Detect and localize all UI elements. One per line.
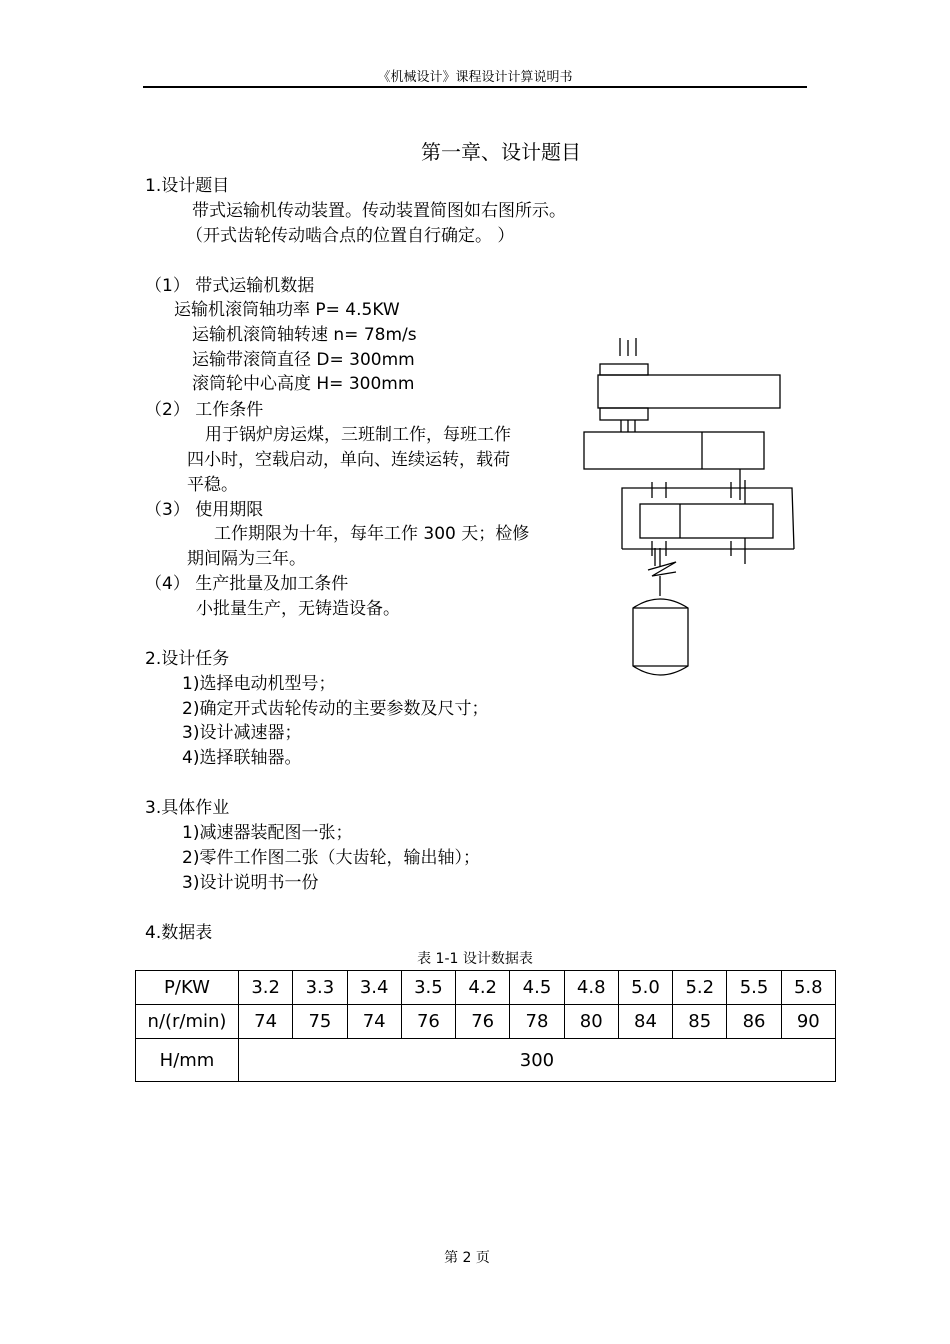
power-cell: 3.5 — [401, 971, 455, 1005]
sub-2-line-2: 四小时，空载启动，单向、连续运转，载荷 — [187, 450, 510, 470]
power-cell: 4.2 — [456, 971, 510, 1005]
row-label: n/(r/min) — [136, 1005, 239, 1039]
task-item: 4)选择联轴器。 — [182, 748, 302, 768]
work-item: 2)零件工作图二张（大齿轮，输出轴）； — [182, 848, 480, 868]
power-cell: 3.4 — [347, 971, 401, 1005]
transmission-diagram — [570, 330, 810, 685]
power-cell: 5.5 — [727, 971, 781, 1005]
section-1-paragraph-1: 带式运输机传动装置。传动装置简图如右图所示。 — [192, 201, 566, 221]
section-3-heading: 3.具体作业 — [145, 798, 230, 818]
speed-cell: 75 — [293, 1005, 347, 1039]
speed-cell: 90 — [781, 1005, 835, 1039]
power-cell: 4.5 — [510, 971, 564, 1005]
coupling-zigzag — [648, 562, 676, 576]
work-item: 1)减速器装配图一张； — [182, 823, 353, 843]
sub-3-heading: （3） 使用期限 — [145, 500, 264, 520]
sub-1-line-4: 滚筒轮中心高度 H= 300mm — [192, 374, 415, 394]
header-rule — [143, 86, 807, 88]
power-cell: 5.8 — [781, 971, 835, 1005]
sub-2-line-1: 用于锅炉房运煤，三班制工作，每班工作 — [205, 425, 511, 445]
speed-cell: 74 — [239, 1005, 293, 1039]
section-4-heading: 4.数据表 — [145, 923, 213, 943]
table-row-speed — [136, 1005, 836, 1039]
open-gear-rect — [584, 432, 764, 469]
sub-1-line-3: 运输带滚筒直径 D= 300mm — [192, 350, 415, 370]
bearing-block — [600, 364, 648, 375]
work-item: 3)设计说明书一份 — [182, 873, 319, 893]
sub-2-heading: （2） 工作条件 — [145, 400, 264, 420]
bearing-block — [600, 408, 648, 420]
row-label: P/KW — [136, 971, 239, 1005]
running-header: 《机械设计》课程设计计算说明书 — [377, 70, 573, 85]
task-item: 1)选择电动机型号； — [182, 674, 336, 694]
table-caption: 表 1-1 设计数据表 — [417, 951, 533, 967]
drum-rect — [598, 375, 780, 408]
section-2-heading: 2.设计任务 — [145, 649, 230, 669]
reducer-gear-rect — [640, 504, 773, 538]
speed-cell: 86 — [727, 1005, 781, 1039]
sub-1-line-1: 运输机滚筒轴功率 P= 4.5KW — [174, 300, 400, 320]
speed-cell: 76 — [456, 1005, 510, 1039]
design-data-table — [135, 970, 836, 1082]
sub-3-line-1: 工作期限为十年，每年工作 300 天；检修 — [214, 524, 530, 544]
sub-1-heading: （1） 带式运输机数据 — [145, 276, 315, 296]
power-cell: 3.2 — [239, 971, 293, 1005]
chapter-title: 第一章、设计题目 — [421, 140, 581, 164]
speed-cell: 74 — [347, 1005, 401, 1039]
section-1-heading: 1.设计题目 — [145, 176, 230, 196]
row-label: H/mm — [136, 1039, 239, 1082]
speed-cell: 84 — [618, 1005, 672, 1039]
power-cell: 5.2 — [673, 971, 727, 1005]
speed-cell: 78 — [510, 1005, 564, 1039]
power-cell: 3.3 — [293, 971, 347, 1005]
reducer-housing — [622, 488, 794, 549]
speed-cell: 80 — [564, 1005, 618, 1039]
page-number: 第 2 页 — [444, 1250, 490, 1266]
table-row-height — [136, 1039, 836, 1082]
task-item: 2)确定开式齿轮传动的主要参数及尺寸； — [182, 699, 489, 719]
motor-body — [633, 599, 688, 675]
power-cell: 5.0 — [618, 971, 672, 1005]
height-cell: 300 — [239, 1039, 836, 1082]
sub-1-line-2: 运输机滚筒轴转速 n= 78m/s — [192, 325, 417, 345]
sub-4-line-1: 小批量生产，无铸造设备。 — [196, 599, 400, 619]
speed-cell: 85 — [673, 1005, 727, 1039]
task-item: 3)设计减速器； — [182, 723, 302, 743]
power-cell: 4.8 — [564, 971, 618, 1005]
sub-3-line-2: 期间隔为三年。 — [187, 549, 306, 569]
speed-cell: 76 — [401, 1005, 455, 1039]
sub-2-line-3: 平稳。 — [187, 475, 238, 495]
table-row-power — [136, 971, 836, 1005]
sub-4-heading: （4） 生产批量及加工条件 — [145, 574, 349, 594]
section-1-paragraph-2: （开式齿轮传动啮合点的位置自行确定。 ） — [186, 226, 515, 246]
